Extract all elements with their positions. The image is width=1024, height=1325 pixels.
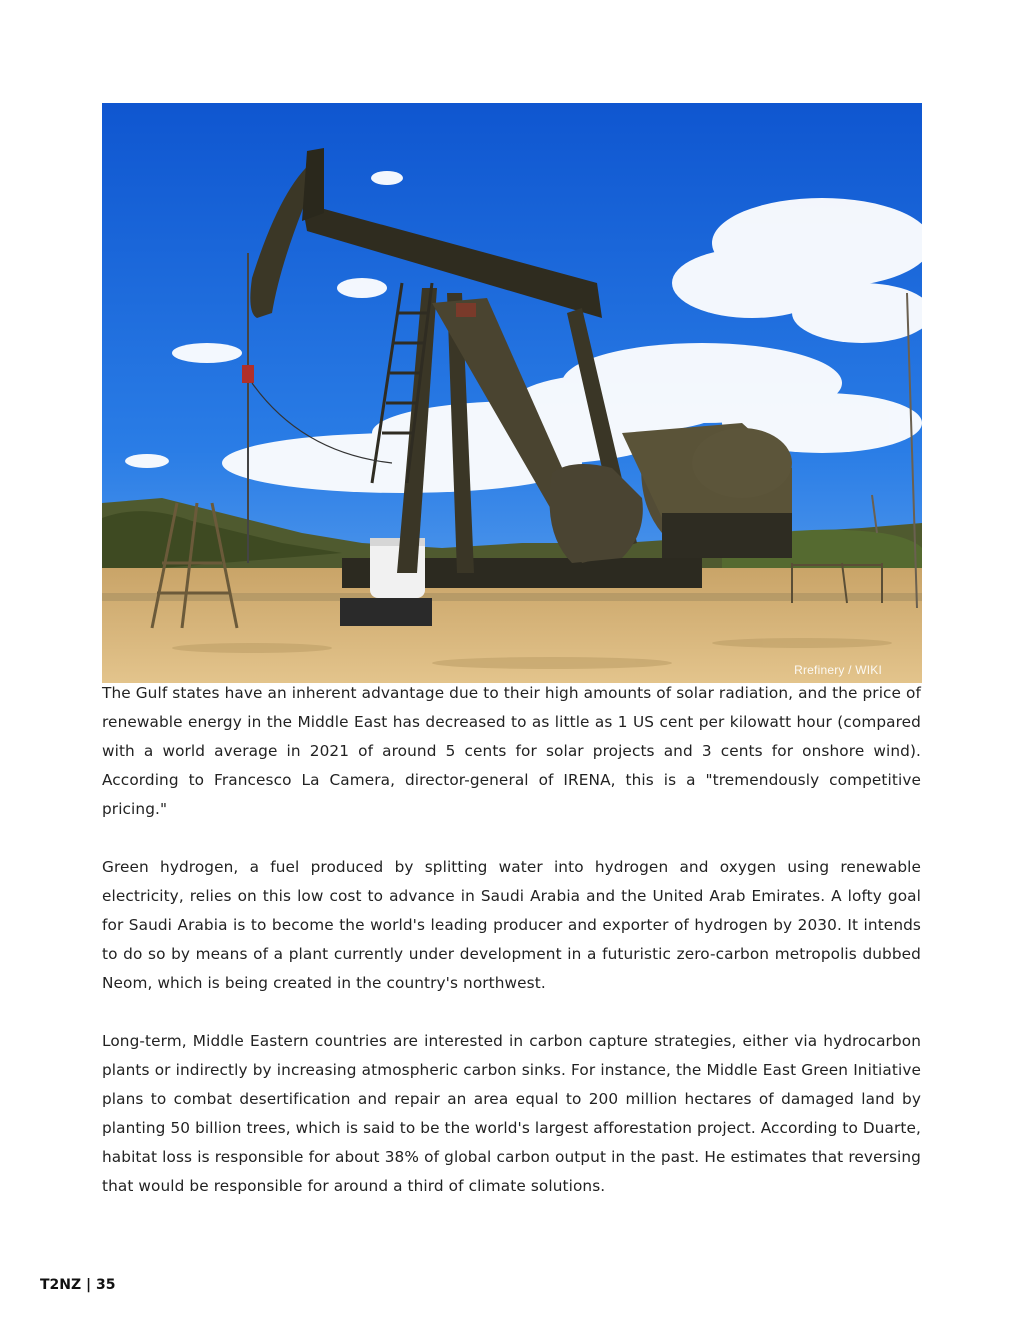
page-footer: T2NZ | 35 [40, 1277, 116, 1293]
photo-credit: Rrefinery / WIKI [794, 663, 882, 677]
pump-jack-illustration [102, 103, 922, 683]
article-body [102, 679, 921, 1230]
paragraph-solar-advantage: The Gulf states have an inherent advantage due to their high amounts of solar radiation, and the price of renewable energy in the Middle East has decreased to as little as 1 US cent per kilowatt hour (compared with a world average in 2021 of around 5 cents for solar projects and 3 cents for onshore wind). According to Francesco La Camera, director-general of IRENA, this is a "tremendously competitive pricing." [102, 684, 921, 818]
paragraph-carbon-capture: Long-term, Middle Eastern countries are interested in carbon capture strategies, either via hydrocarbon plants or indirectly by increasing atmospheric carbon sinks. For instance, the Middle East Green Initiative plans to combat desertification and repair an area equal to 200 million hectares of damaged land by planting 50 billion trees, which is said to be the world's largest afforestation project. According to Duarte, habitat loss is responsible for about 38% of global carbon output in the past. He estimates that reversing that would be responsible for around a third of climate solutions. [102, 1032, 921, 1195]
paragraph-green-hydrogen: Green hydrogen, a fuel produced by splitting water into hydrogen and oxygen using renewable electricity, relies on this low cost to advance in Saudi Arabia and the United Arab Emirates. A lofty goal for Saudi Arabia is to become the world's leading producer and exporter of hydrogen by 2030. It intends to do so by means of a plant currently under development in a futuristic zero-carbon metropolis dubbed Neom, which is being created in the country's northwest. [102, 858, 921, 992]
oil-pump-jack-photo [102, 103, 922, 683]
